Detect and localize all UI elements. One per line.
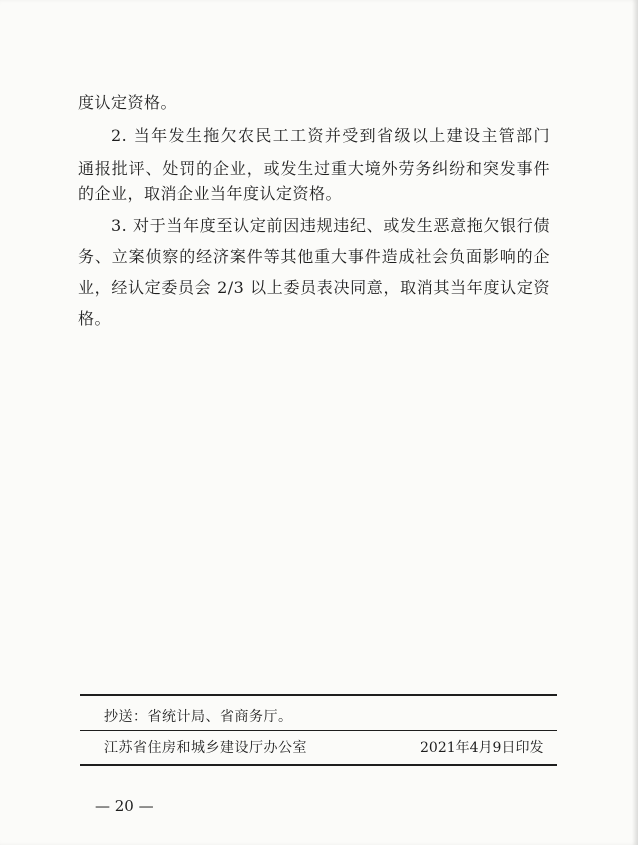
issuing-office: 江苏省住房和城乡建设厅办公室: [104, 740, 307, 756]
print-date: 2021年4月9日印发: [420, 740, 544, 756]
paragraph-1-line-1: 度认定资格。: [78, 93, 178, 112]
paragraph-3-line-2: 务、立案侦察的经济案件等其他重大事件造成社会负面影响的企: [78, 247, 550, 266]
paragraph-2-line-1: 2. 当年发生拖欠农民工工资并受到省级以上建设主管部门: [111, 126, 550, 145]
paragraph-2-line-3: 的企业，取消企业当年度认定资格。: [78, 184, 343, 203]
page-number: — 20 —: [95, 797, 154, 815]
footer-middle-rule: [80, 730, 557, 731]
paragraph-3-line-3: 业，经认定委员会 2/3 以上委员表决同意，取消其当年度认定资: [78, 278, 550, 297]
paragraph-2-line-2: 通报批评、处罚的企业，或发生过重大境外劳务纠纷和突发事件: [78, 159, 550, 178]
footer-bottom-rule: [80, 764, 557, 766]
cc-recipients: 抄送：省统计局、省商务厅。: [104, 709, 293, 725]
page-edge-shadow: [632, 0, 638, 845]
paragraph-3-line-1: 3. 对于当年度至认定前因违规违纪、或发生恶意拖欠银行债: [111, 216, 550, 235]
footer-top-rule: [80, 694, 557, 696]
paragraph-3-line-4: 格。: [78, 309, 112, 328]
